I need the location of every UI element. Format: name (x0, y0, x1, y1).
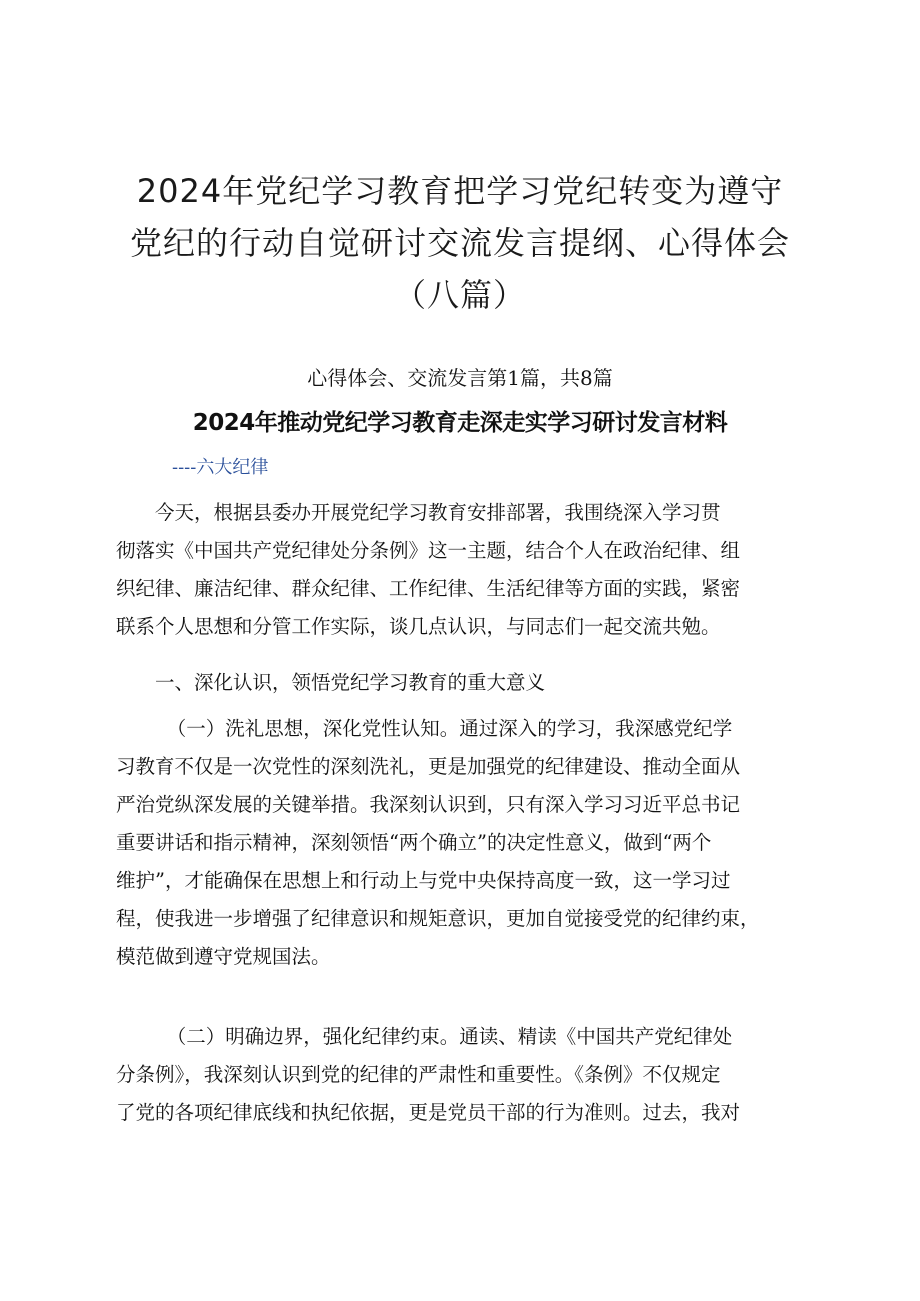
intro-paragraph (116, 494, 816, 646)
item-one-line-2: 习教育不仅是一次党性的深刻洗礼，更是加强党的纪律建设、推动全面从 (116, 755, 741, 778)
section-label: 心得体会、交流发言第1篇，共8篇 (307, 366, 613, 390)
intro-line-1: 今天，根据县委办开展党纪学习教育安排部署，我围绕深入学习贯 (155, 501, 721, 524)
item-two-line-3: 了党的各项纪律底线和执纪依据，更是党员干部的行为准则。过去，我对 (116, 1101, 741, 1124)
intro-line-4: 联系个人思想和分管工作实际，谈几点认识，与同志们一起交流共勉。 (116, 615, 721, 638)
item-one-line-7: 模范做到遵守党规国法。 (116, 945, 331, 968)
item-two-paragraph (116, 1018, 816, 1132)
item-one-line-1: （一）洗礼思想，深化党性认知。通过深入的学习，我深感党纪学 (166, 717, 733, 740)
heading-one-text: 一、深化认识，领悟党纪学习教育的重大意义 (155, 671, 546, 694)
article-subsubtitle: ----六大纪律 (172, 457, 269, 478)
intro-line-3: 织纪律、廉洁纪律、群众纪律、工作纪律、生活纪律等方面的实践，紧密 (116, 577, 741, 600)
item-two-line-1: （二）明确边界，强化纪律约束。通读、精读《中国共产党纪律处 (166, 1025, 733, 1048)
document-title (110, 165, 810, 321)
article-subtitle: 2024年推动党纪学习教育走深走实学习研讨发言材料 (192, 410, 728, 436)
item-one-line-4: 重要讲话和指示精神，深刻领悟“两个确立”的决定性意义，做到“两个 (116, 831, 712, 854)
title-line-1: 2024年党纪学习教育把学习党纪转变为遵守 (136, 172, 784, 210)
title-line-3: （八篇） (393, 276, 526, 314)
intro-line-2: 彻落实《中国共产党纪律处分条例》这一主题，结合个人在政治纪律、组 (116, 539, 741, 562)
item-one-line-6: 程，使我进一步增强了纪律意识和规矩意识，更加自觉接受党的纪律约束， (116, 907, 760, 930)
heading-one (116, 664, 816, 702)
item-two-line-2: 分条例》，我深刻认识到党的纪律的严肃性和重要性。《条例》不仅规定 (116, 1063, 721, 1086)
item-one-paragraph (116, 710, 816, 976)
title-line-2: 党纪的行动自觉研讨交流发言提纲、心得体会 (129, 224, 790, 262)
item-one-line-5: 维护”，才能确保在思想上和行动上与党中央保持高度一致，这一学习过 (116, 869, 731, 892)
item-one-line-3: 严治党纵深发展的关键举措。我深刻认识到，只有深入学习习近平总书记 (116, 793, 741, 816)
